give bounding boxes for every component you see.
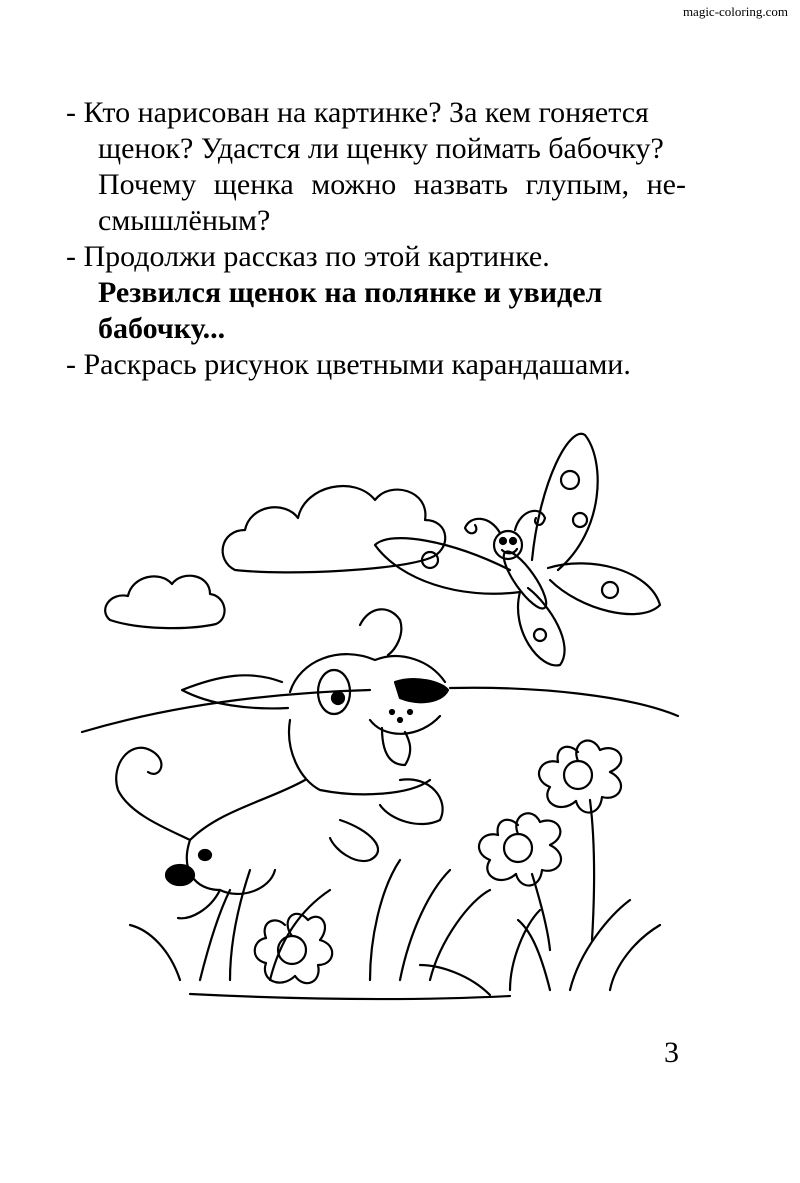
story-start-line-1: Резвился щенок на полянке и увидел: [98, 276, 603, 309]
question-1-line-2: щенок? Удастся ли щенку поймать бабочку?: [98, 132, 664, 165]
flower-icon: [539, 741, 621, 940]
question-1-line-3: Почему щенка можно назвать глупым, не-: [98, 168, 686, 201]
cloud-icon: [105, 576, 224, 628]
cloud-icon: [223, 486, 446, 572]
page-number: 3: [664, 1036, 679, 1069]
coloring-illustration: [70, 420, 710, 1020]
question-2-line-1: - Продолжи рассказ по этой картинке.: [66, 240, 550, 273]
flower-icon: [479, 813, 561, 950]
grass-icon: [420, 900, 660, 995]
question-1-line-4: смышлёным?: [98, 204, 271, 237]
hill-icon: [82, 688, 678, 999]
question-1-line-1: - Кто нарисован на картинке? За кем гоняется: [66, 96, 649, 129]
butterfly-icon: [375, 434, 660, 666]
story-start-line-2: бабочку...: [98, 312, 226, 345]
instructions: [66, 95, 686, 383]
puppy-icon: [116, 609, 448, 918]
question-3-line-1: - Раскрась рисунок цветными карандашами.: [66, 348, 631, 381]
watermark: magic-coloring.com: [682, 4, 788, 19]
